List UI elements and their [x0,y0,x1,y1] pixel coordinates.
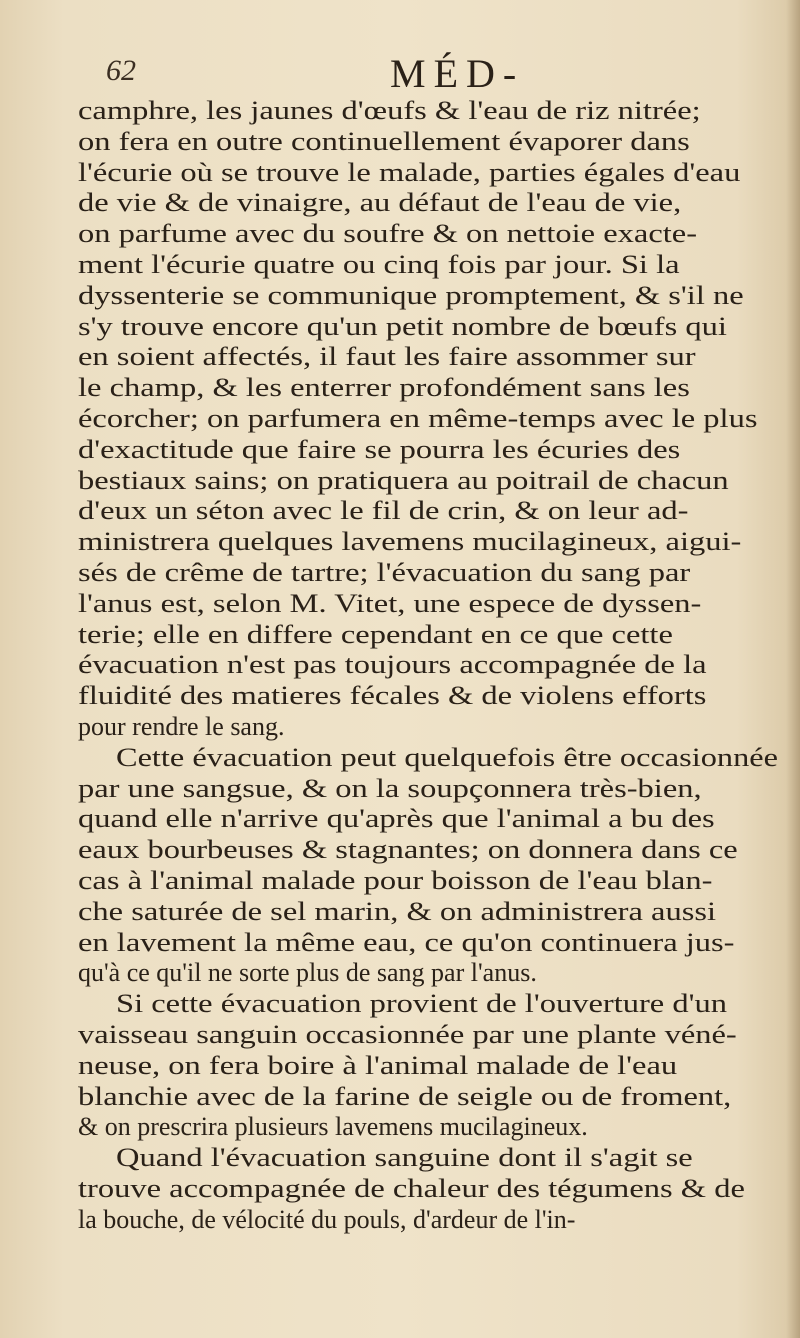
text-line: l'écurie où se trouve le malade, parties égales d'eau [78,157,741,187]
text-line: bestiaux sains; on pratiquera au poitrail de chacun [78,465,729,495]
text-line: dyssenterie se communique promptement, & s'il ne [78,280,744,310]
text-line: en soient affectés, il faut les faire assommer sur [78,342,696,372]
text-line: s'y trouve encore qu'un petit nombre de bœufs qui [78,311,727,341]
text-line: che saturée de sel marin, & on administrera aussi [78,896,717,926]
paragraph-start-line: Quand l'évacuation sanguine dont il s'agit se [116,1143,693,1173]
text-line: pour rendre le sang. [78,711,285,741]
paragraph-start-line: Si cette évacuation provient de l'ouverture d'un [116,989,727,1019]
text-line: l'anus est, selon M. Vitet, une espece de dyssen- [78,588,702,618]
text-line: camphre, les jaunes d'œufs & l'eau de riz nitrée; [78,96,701,125]
text-line: vaisseau sanguin occasionnée par une plante véné- [78,1019,737,1049]
text-line: ministrera quelques lavemens mucilagineux, aigui- [78,527,742,557]
text-line: on parfume avec du soufre & on nettoie exacte- [78,219,698,249]
text-line: d'eux un séton avec le fil de crin, & on leur ad- [78,496,689,526]
text-line: par une sangsue, & on la soupçonnera très-bien, [78,773,702,803]
text-line: la bouche, de vélocité du pouls, d'ardeur de l'in- [78,1204,576,1234]
paragraph-start-line: Cette évacuation peut quelquefois être occasionnée [116,742,778,772]
text-line: fluidité des matieres fécales & de violens efforts [78,681,707,711]
page-edge-shadow [786,0,800,1338]
text-line: & on prescrira plusieurs lavemens mucilagineux. [78,1112,588,1142]
text-line: le champ, & les enterrer profondément sans les [78,373,690,403]
text-line: en lavement la même eau, ce qu'on continuera jus- [78,927,735,957]
text-line: de vie & de vinaigre, au défaut de l'eau de vie, [78,188,682,218]
text-line: sés de crême de tartre; l'évacuation du sang par [78,557,691,587]
text-line: eaux bourbeuses & stagnantes; on donnera dans ce [78,835,738,865]
text-line: neuse, on fera boire à l'animal malade de l'eau [78,1050,678,1080]
text-line: évacuation n'est pas toujours accompagnée de la [78,650,707,680]
text-line: d'exactitude que faire se pourra les écuries des [78,434,681,464]
text-line: cas à l'animal malade pour boisson de l'eau blan- [78,865,713,895]
text-line: écorcher; on parfumera en même-temps avec le plus [78,403,758,433]
body-text [78,96,778,1235]
text-line: trouve accompagnée de chaleur des tégumens & de [78,1173,745,1203]
text-line: on fera en outre continuellement évaporer dans [78,126,690,156]
text-line: qu'à ce qu'il ne sorte plus de sang par l'anus. [78,958,537,988]
text-line: blanchie avec de la farine de seigle ou de froment, [78,1081,732,1111]
text-line: terie; elle en differe cependant en ce que cette [78,619,673,649]
page-header [0,50,800,96]
text-line: ment l'écurie quatre ou cinq fois par jour. Si la [78,249,680,279]
text-line: quand elle n'arrive qu'après que l'animal a bu des [78,804,715,834]
running-head: MÉD- [390,51,525,96]
page-number: 62 [106,54,136,87]
